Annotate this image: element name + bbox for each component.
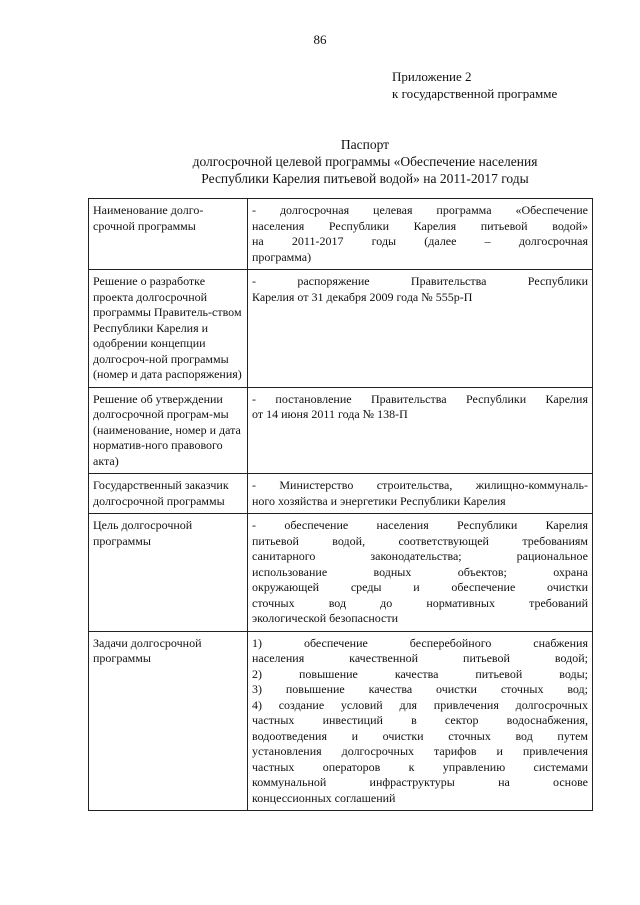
row-value-line: питьевой водой, соответствующей требованиям <box>252 533 588 548</box>
row-value-line: программа) <box>252 249 312 264</box>
row-label: Решение об утверждении долгосрочной програм-мы (наименование, номер и дата норматив-ного правового акта) <box>89 387 248 474</box>
row-value-line: - распоряжение Правительства Республики <box>252 274 588 288</box>
row-value-line: населения качественной питьевой водой; <box>252 651 588 665</box>
page-number: 86 <box>313 32 327 47</box>
row-value-line: частных инвестиций в сектор водоснабжения, <box>252 713 588 727</box>
table-row <box>89 631 593 811</box>
row-label: Решение о разработке проекта долгосрочной программы Правитель-ством Республики Карелия и одобрении концепции долгосроч-ной программы (номер и дата распоряжения) <box>89 270 248 388</box>
row-value-line: сточных вод до нормативных требований <box>252 595 588 610</box>
table-row <box>89 514 593 632</box>
row-value-line: концессионных соглашений <box>252 790 396 805</box>
row-value-line: на 2011-2017 годы (далее – долгосрочная <box>252 234 588 248</box>
row-value-line: Карелия от 31 декабря 2009 года № 555р-П <box>252 289 473 304</box>
appendix-note <box>392 68 622 102</box>
row-value-line: окружающей среды и обеспечение очистки <box>252 580 588 594</box>
row-value-line: экологической безопасности <box>252 611 399 625</box>
heading-title: Паспорт <box>340 137 390 152</box>
row-value-line: - Министерство строительства, жилищно-коммуналь- <box>252 478 588 492</box>
row-value-line: санитарного законодательства; рациональное <box>252 549 588 563</box>
table-row <box>89 199 593 270</box>
row-value <box>248 631 593 811</box>
appendix-line-1: Приложение 2 <box>392 69 472 84</box>
row-value-line: - обеспечение населения Республики Карелия <box>252 518 588 532</box>
row-value <box>248 270 593 388</box>
row-value-line: коммунальной инфраструктуры на основе <box>252 775 588 789</box>
row-value <box>248 387 593 474</box>
row-value-line: - постановление Правительства Республики Карелия <box>252 391 588 406</box>
row-value-line: - долгосрочная целевая программа «Обеспечение <box>252 203 588 217</box>
appendix-line-2: к государственной программе <box>392 86 558 101</box>
row-value-line: населения Республики Карелия питьевой водой» <box>252 218 588 233</box>
row-label: Государственный заказчик долгосрочной программы <box>89 474 248 514</box>
table-row <box>89 474 593 514</box>
row-value-line: водоотведения и очистки сточных вод путем <box>252 728 588 743</box>
heading-line-3: Республики Карелия питьевой водой» на 2011-2017 годы <box>201 171 529 186</box>
row-value-line: установления долгосрочных тарифов и привлечения <box>252 744 588 758</box>
row-value-line: 1) обеспечение бесперебойного снабжения <box>252 635 588 650</box>
row-label: Цель долгосрочной программы <box>89 514 248 632</box>
table-row <box>89 270 593 388</box>
row-value-line: 2) повышение качества питьевой воды; <box>252 666 588 681</box>
heading-line-2: долгосрочной целевой программы «Обеспечение населения <box>192 154 538 169</box>
document-heading <box>150 136 580 187</box>
row-label: Задачи долгосрочной программы <box>89 631 248 811</box>
row-value-line: 4) создание условий для привлечения долгосрочных <box>252 697 588 712</box>
row-value-line: 3) повышение качества очистки сточных вод; <box>252 682 588 696</box>
row-value <box>248 514 593 632</box>
row-value-line: ного хозяйства и энергетики Республики Карелия <box>252 493 506 508</box>
row-value <box>248 474 593 514</box>
passport-table <box>88 198 593 811</box>
row-value-line: использование водных объектов; охрана <box>252 564 588 579</box>
row-value-line: от 14 июня 2011 года № 138-П <box>252 407 408 421</box>
table-row <box>89 387 593 474</box>
row-value <box>248 199 593 270</box>
row-label: Наименование долго-срочной программы <box>89 199 248 270</box>
row-value-line: частных операторов к управлению системами <box>252 759 588 774</box>
